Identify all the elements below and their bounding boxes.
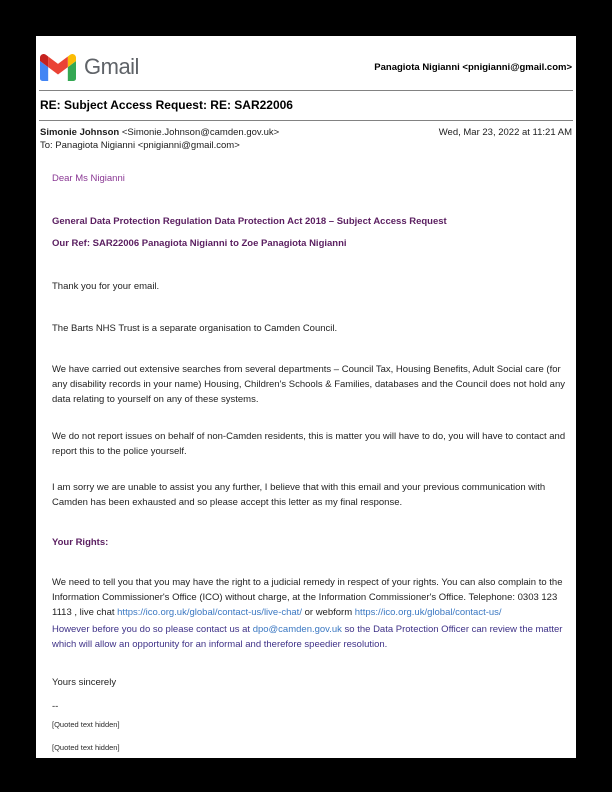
gdpr-heading: General Data Protection Regulation Data Protection Act 2018 – Subject Access Request (52, 216, 447, 227)
salutation: Dear Ms Nigianni (52, 173, 125, 184)
gmail-logo (40, 54, 139, 81)
closing-yours-sincerely: Yours sincerely (52, 677, 117, 688)
paragraph-however (52, 622, 571, 652)
our-ref-heading: Our Ref: SAR22006 Panagiota Nigianni to Zoe Panagiota Nigianni (52, 238, 347, 249)
however-text-1: However before you do so please contact us at (52, 624, 253, 635)
however-text-2: so the Data Protection Officer can review the matter which will allow an opportunity for an informal and therefore speedier resolution. (52, 624, 563, 650)
paragraph-thank-you: Thank you for your email. (52, 281, 160, 292)
message-date: Wed, Mar 23, 2022 at 11:21 AM (438, 127, 572, 138)
paragraph-non-camden: We do not report issues on behalf of non-Camden residents, this is matter you will have to do, you will have to contact and report this to the police yourself. (52, 431, 566, 457)
paragraph-final-response: I am sorry we are unable to assist you any further, I believe that with this email and your previous communication with Camden has been exhausted and so please accept this letter as my final response. (52, 482, 546, 508)
rights-text-1: We need to tell you that you may have the right to a judicial remedy in respect of your rights. You can also complain to the Information Commissioner's Office (ICO) without charge, at the Information Commissioner's Office. Telephone: 0303 123 1113 , live chat (52, 577, 563, 618)
print-header (39, 48, 573, 86)
account-email: Panagiota Nigianni <pnigianni@gmail.com> (374, 61, 572, 73)
paragraph-searches: We have carried out extensive searches from several departments – Council Tax, Housing Benefits, Adult Social care (for any disability records in your name) Housing, Children's Schools & Families, databases and the Council does not hold any data relating to yourself on any of these systems. (52, 364, 565, 405)
paragraph-barts-nhs: The Barts NHS Trust is a separate organisation to Camden Council. (52, 323, 338, 334)
email-body (52, 171, 571, 754)
ico-webform-link[interactable]: https://ico.org.uk/global/contact-us/ (354, 607, 502, 618)
sender-name: Simonie Johnson (40, 127, 120, 138)
paragraph-rights (52, 575, 571, 620)
ico-live-chat-link[interactable]: https://ico.org.uk/global/contact-us/live-chat/ (117, 607, 302, 618)
recipient-line: To: Panagiota Nigianni <pnigianni@gmail.com> (40, 140, 240, 151)
sender-line (40, 126, 279, 139)
quoted-text-hidden-1: [Quoted text hidden] (52, 720, 120, 729)
sender-email: <Simonie.Johnson@camden.gov.uk> (119, 127, 280, 138)
gmail-m-icon (40, 54, 76, 81)
dpo-email-link[interactable]: dpo@camden.gov.uk (252, 624, 342, 635)
sender-recipient-block (40, 126, 279, 152)
email-print-page (36, 36, 576, 758)
email-subject: RE: Subject Access Request: RE: SAR22006 (40, 98, 293, 112)
message-meta (39, 121, 573, 152)
signature-separator: -- (52, 701, 59, 712)
your-rights-heading: Your Rights: (52, 537, 109, 548)
rights-text-2: or webform (301, 607, 355, 618)
gmail-logo-text: Gmail (84, 54, 139, 79)
quoted-text-hidden-2: [Quoted text hidden] (52, 743, 120, 752)
